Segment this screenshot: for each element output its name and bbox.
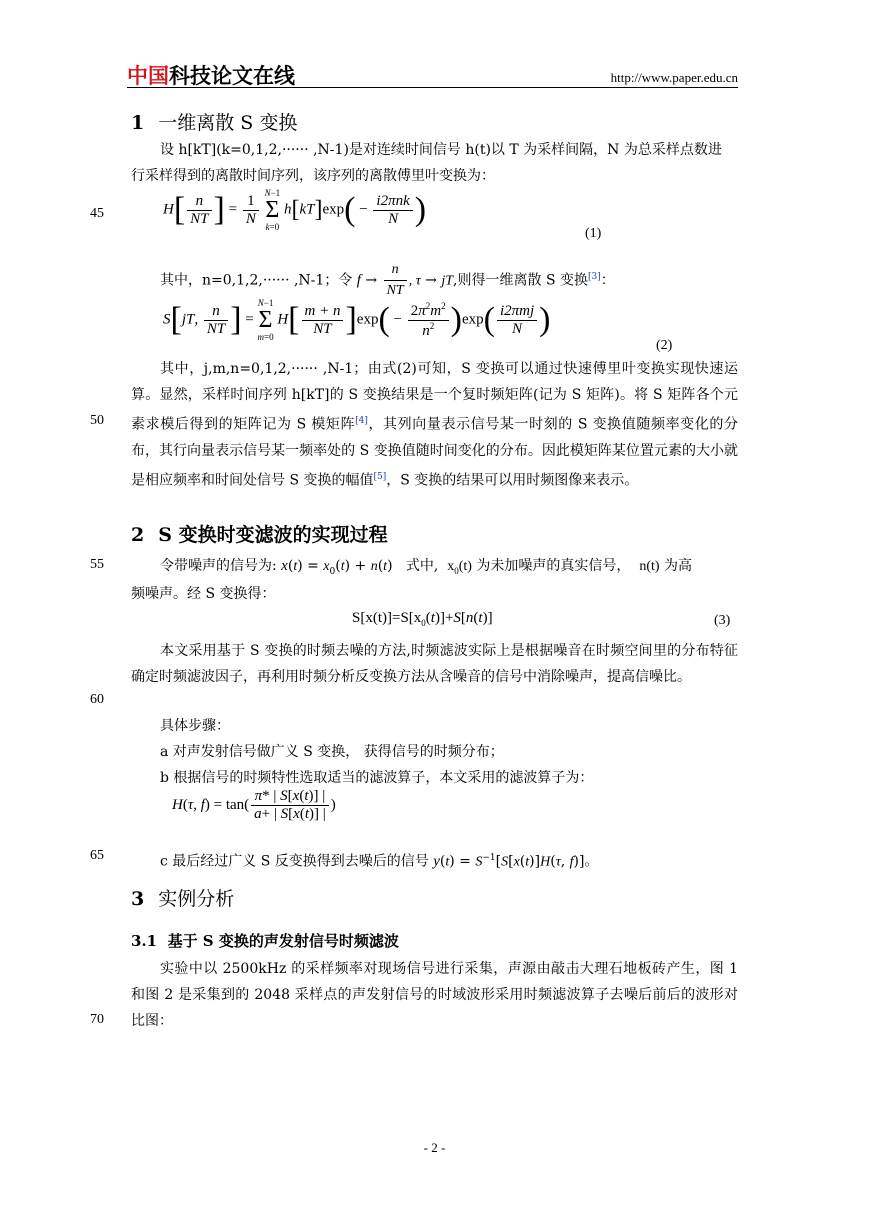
line-number: 45 xyxy=(90,206,104,221)
paragraph: 本文采用基于 S 变换的时频去噪的方法,时频滤波实际上是根据噪音在时频空间里的分布特征确定时频滤波因子，再利用时频分析反变换方法从含噪音的信号中消除噪声，提高信噪比。 xyxy=(131,643,738,685)
paragraph-line: 令带噪声的信号为: $x(t) = x_0(t) + n(t)$ 式中, $x_0(t)$ 为未加噪声的真实信号， n(t) 为高 xyxy=(160,558,692,577)
citation-link[interactable]: [4] xyxy=(355,416,368,426)
journal-logo: 中国科技论文在线 xyxy=(127,64,295,88)
paragraph: 其中，j,m,n=0,1,2,······ ,N-1；由式(2)可知，S 变换可以通过快速傅里叶变换实现快速运算。显然，采样时间序列 h[kT]的 S 变换结果是一个复时频矩阵(记为 S 矩阵)。将 S 矩阵各个元素求模后得到的矩阵记为 S 模矩阵[4]，其列向量表示信号某一时刻的 S 变换值随频率变化的分布，其行向量表示信号某一频率处的 S 变换值随时间变化的分布。因此模矩阵某位置元素的大小就是相应频率和时间处信号 S 变换的幅值[5]，S 变换的结果可以用时频图像来表示。 xyxy=(131,361,738,489)
filter-equation: H(τ, f) = tan( $\frac{\pi* | S[x(t)] |}{a+ | S[x(t)] |}$ ) xyxy=(172,788,336,822)
paragraph-line: 其中，n=0,1,2,······ ,N-1；令 f → $\frac{n}{NT}$ , τ → jT,则得一维离散 S 变换[3]： xyxy=(160,262,615,298)
equation-3: $S[x(t)]=S[x_0(t)]+S[n(t)]$ xyxy=(352,610,493,628)
equation-2: S[jT, $\frac{n}{NT}$ ] = N−1 Σ m=0 H[ $\frac{m + n}{NT}$ ]exp( − $\frac{2\pi^2m^2}{n^2}$ )exp( $\frac{\text{i2πmj}}{N}$ ) xyxy=(163,298,551,342)
line-number: 70 xyxy=(90,1012,104,1027)
citation-link[interactable]: [5] xyxy=(373,471,387,482)
header-rule xyxy=(127,87,738,88)
line-number: 55 xyxy=(90,557,104,572)
subsection-heading-3-1: 3.1 基于 S 变换的声发射信号时频滤波 xyxy=(131,932,399,950)
section-heading-1: 1 一维离散 S 变换 xyxy=(131,112,298,134)
line-number: 60 xyxy=(90,692,104,707)
paragraph-line: 设 h[kT](k=0,1,2,······ ,N-1)是对连续时间信号 h(t)以 T 为采样间隔，N 为总采样点数进 xyxy=(160,142,722,158)
paragraph: 实验中以 2500kHz 的采样频率对现场信号进行采集，声源由敲击大理石地板砖产生，图 1 和图 2 是采集到的 2048 采样点的声发射信号的时域波形采用时频滤波算子去噪后前后的波形对比图： xyxy=(131,961,738,1029)
step-a: a 对声发射信号做广义 S 变换， 获得信号的时频分布； xyxy=(160,744,504,760)
section-heading-2: 2 S 变换时变滤波的实现过程 xyxy=(131,524,388,546)
step-c: c 最后经过广义 S 反变换得到去噪后的信号 $y(t) = S^{-1}[S[x(t)]H(\tau$, f)]。 xyxy=(160,853,599,870)
equation-number: (3) xyxy=(714,613,731,628)
steps-title: 具体步骤： xyxy=(160,718,230,734)
header-url[interactable]: http://www.paper.edu.cn xyxy=(610,70,738,85)
paragraph-line: 频噪声。经 S 变换得： xyxy=(131,586,276,602)
equation-number: (1) xyxy=(585,226,602,241)
paragraph-line: 行采样得到的离散时间序列，该序列的离散傅里叶变换为： xyxy=(131,168,495,184)
line-number: 50 xyxy=(90,413,104,428)
line-number: 65 xyxy=(90,848,104,863)
equation-number: (2) xyxy=(656,338,673,353)
citation-link[interactable]: [3] xyxy=(588,271,601,282)
section-heading-3: 3 实例分析 xyxy=(131,888,235,910)
equation-1: H[ $\frac{n}{NT}$ ] = $\frac{1}{N}$ N−1 Σ k=0 h[kT]exp( − $\frac{\text{i2πnk}}{N}$ ) xyxy=(163,188,427,232)
page-number: - 2 - xyxy=(423,1140,446,1155)
step-b: b 根据信号的时频特性选取适当的滤波算子，本文采用的滤波算子为： xyxy=(160,770,594,786)
